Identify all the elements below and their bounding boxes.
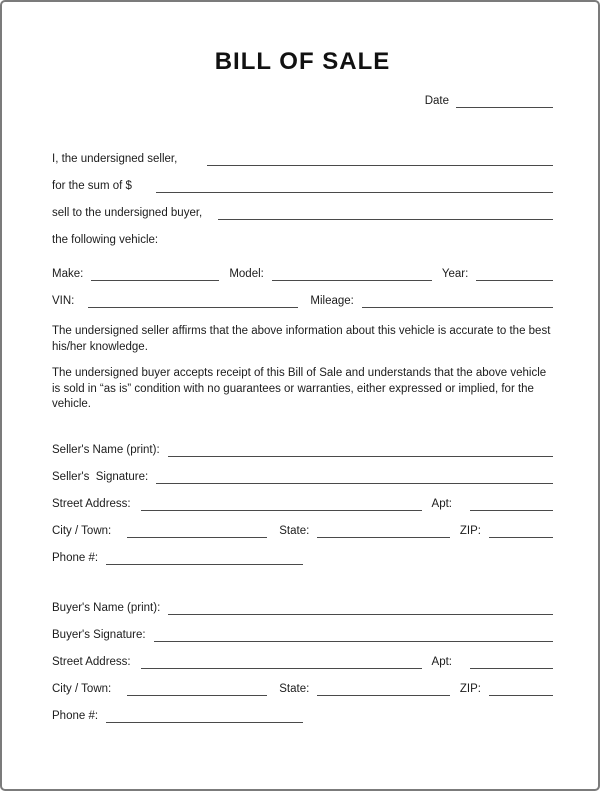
buyer-apt-input-line[interactable] bbox=[470, 655, 553, 669]
seller-street-label: Street Address: bbox=[52, 497, 131, 510]
seller-city-row bbox=[52, 524, 553, 538]
date-label: Date bbox=[424, 95, 449, 107]
buyer-acceptance-paragraph: The undersigned buyer accepts receipt of this Bill of Sale and understands that the above vehicle is sold in “as is” condition with no guarantees or warranties, either expressed or implied, for the vehicle. bbox=[52, 367, 547, 410]
buyer-name-row bbox=[52, 601, 553, 615]
buyer-apt-label: Apt: bbox=[431, 655, 452, 668]
buyer-state-input-line[interactable] bbox=[317, 682, 450, 696]
date-row bbox=[52, 94, 553, 108]
buyer-street-row bbox=[52, 655, 553, 669]
buyer-street-input-line[interactable] bbox=[141, 655, 422, 669]
buyer-name-intro-line[interactable] bbox=[218, 206, 553, 220]
buyer-name-input-line[interactable] bbox=[168, 601, 553, 615]
buyer-signature-label: Buyer's Signature: bbox=[52, 628, 146, 641]
seller-signature-row bbox=[52, 470, 553, 484]
vin-mileage-row bbox=[52, 294, 553, 308]
buyer-phone-label: Phone #: bbox=[52, 709, 99, 722]
buyer-city-row bbox=[52, 682, 553, 696]
seller-phone-row bbox=[52, 551, 553, 565]
sum-row bbox=[52, 179, 553, 193]
make-input-line[interactable] bbox=[91, 267, 219, 281]
seller-section bbox=[52, 443, 553, 565]
buyer-section bbox=[52, 601, 553, 723]
seller-state-label: State: bbox=[279, 524, 310, 537]
model-input-line[interactable] bbox=[272, 267, 432, 281]
buyer-zip-label: ZIP: bbox=[459, 682, 481, 695]
buyer-signature-input-line[interactable] bbox=[154, 628, 553, 642]
seller-name-label: Seller's Name (print): bbox=[52, 443, 160, 456]
buyer-intro-row bbox=[52, 206, 553, 220]
seller-zip-input-line[interactable] bbox=[489, 524, 553, 538]
vin-label: VIN: bbox=[52, 295, 75, 307]
vin-input-line[interactable] bbox=[88, 294, 298, 308]
seller-phone-label: Phone #: bbox=[52, 551, 99, 564]
buyer-intro-label: sell to the undersigned buyer, bbox=[52, 207, 203, 219]
seller-street-row bbox=[52, 497, 553, 511]
seller-apt-input-line[interactable] bbox=[470, 497, 553, 511]
seller-name-input-line[interactable] bbox=[168, 443, 553, 457]
buyer-signature-row bbox=[52, 628, 553, 642]
date-input-line[interactable] bbox=[456, 94, 553, 108]
seller-phone-input-line[interactable] bbox=[106, 551, 303, 565]
sum-amount-line[interactable] bbox=[156, 179, 553, 193]
seller-state-input-line[interactable] bbox=[317, 524, 450, 538]
seller-signature-label: Seller's Signature: bbox=[52, 470, 149, 483]
buyer-street-label: Street Address: bbox=[52, 655, 131, 668]
sum-label: for the sum of $ bbox=[52, 180, 132, 192]
vehicle-section bbox=[52, 267, 553, 308]
buyer-state-label: State: bbox=[279, 682, 310, 695]
make-label: Make: bbox=[52, 268, 84, 280]
mileage-input-line[interactable] bbox=[362, 294, 553, 308]
seller-street-input-line[interactable] bbox=[141, 497, 422, 511]
vehicle-intro-row bbox=[52, 233, 553, 247]
seller-name-row bbox=[52, 443, 553, 457]
mileage-label: Mileage: bbox=[310, 295, 354, 307]
buyer-phone-row bbox=[52, 709, 553, 723]
buyer-zip-input-line[interactable] bbox=[489, 682, 553, 696]
seller-name-intro-line[interactable] bbox=[207, 152, 553, 166]
seller-signature-input-line[interactable] bbox=[156, 470, 553, 484]
seller-intro-label: I, the undersigned seller, bbox=[52, 153, 178, 165]
buyer-city-label: City / Town: bbox=[52, 682, 112, 695]
seller-city-label: City / Town: bbox=[52, 524, 112, 537]
buyer-phone-input-line[interactable] bbox=[106, 709, 303, 723]
seller-zip-label: ZIP: bbox=[459, 524, 481, 537]
intro-section bbox=[52, 152, 553, 247]
seller-intro-row bbox=[52, 152, 553, 166]
make-model-year-row bbox=[52, 267, 553, 281]
buyer-city-input-line[interactable] bbox=[127, 682, 267, 696]
seller-affirmation-paragraph: The undersigned seller affirms that the above information about this vehicle is accurate to the best his/her knowledge. bbox=[52, 325, 551, 353]
model-label: Model: bbox=[229, 268, 264, 280]
year-label: Year: bbox=[441, 268, 469, 280]
year-input-line[interactable] bbox=[476, 267, 553, 281]
form-title: BILL OF SALE bbox=[214, 48, 391, 75]
vehicle-intro-label: the following vehicle: bbox=[52, 234, 159, 246]
seller-city-input-line[interactable] bbox=[127, 524, 267, 538]
seller-apt-label: Apt: bbox=[431, 497, 452, 510]
buyer-name-label: Buyer's Name (print): bbox=[52, 601, 161, 614]
